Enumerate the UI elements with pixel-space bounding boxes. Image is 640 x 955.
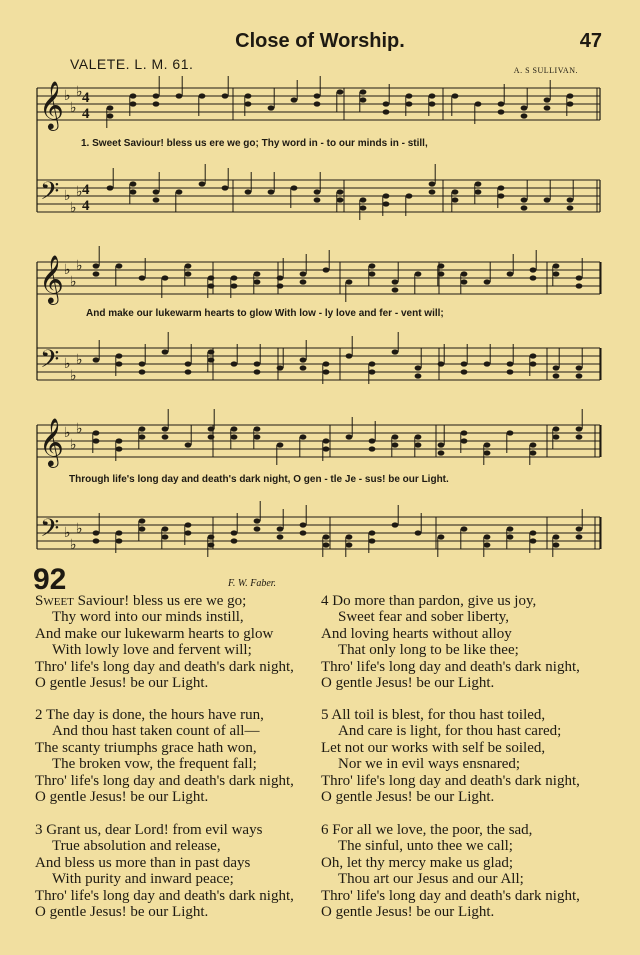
note-head [162, 275, 169, 280]
note-head [314, 197, 321, 202]
note-head [323, 438, 330, 443]
note-head [323, 534, 330, 539]
note-head [369, 438, 376, 443]
note-head [314, 93, 321, 98]
stanza-line: Sweet fear and sober liberty, [338, 609, 510, 626]
note-head [576, 373, 583, 378]
note-head [567, 93, 574, 98]
note-head [222, 185, 229, 190]
note-head [438, 271, 445, 276]
note-head [268, 189, 275, 194]
note-head [176, 189, 183, 194]
note-head [231, 275, 238, 280]
note-head [277, 442, 284, 447]
note-head [475, 181, 482, 186]
note-head [139, 518, 146, 523]
note-head [461, 526, 468, 531]
note-head [208, 434, 215, 439]
note-head [438, 361, 445, 366]
note-head [553, 426, 560, 431]
note-head [369, 538, 376, 543]
note-head [254, 279, 261, 284]
note-head [360, 89, 367, 94]
note-head [498, 101, 505, 106]
lyric-line-system-2: And make our lukewarm hearts to glow With low - ly love and fer - vent will; [86, 308, 444, 319]
note-head [521, 105, 528, 110]
note-head [254, 518, 261, 523]
treble-clef-icon: 𝄞 [39, 80, 64, 129]
note-head [553, 434, 560, 439]
note-head [369, 369, 376, 374]
note-head [415, 365, 422, 370]
note-head [254, 361, 261, 366]
stanza-line: Thro' life's long day and death's dark night, [35, 887, 294, 904]
stanza-line: Thro' life's long day and death's dark night, [35, 658, 294, 675]
note-head [521, 205, 528, 210]
note-head [415, 373, 422, 378]
treble-clef-icon: 𝄞 [39, 254, 64, 303]
stanza-line: O gentle Jesus! be our Light. [35, 675, 209, 692]
note-head [553, 534, 560, 539]
note-head [185, 522, 192, 527]
note-head [208, 426, 215, 431]
note-head [553, 373, 560, 378]
note-head [208, 275, 215, 280]
note-head [415, 530, 422, 535]
flat-icon: ♭ [70, 100, 77, 116]
note-head [107, 113, 114, 118]
note-head [383, 109, 390, 114]
stanza-line: 2 The day is done, the hours have run, [35, 707, 264, 723]
note-head [185, 263, 192, 268]
note-head [553, 271, 560, 276]
note-head [475, 101, 482, 106]
note-head [300, 271, 307, 276]
note-head [93, 263, 100, 268]
flat-icon: ♭ [70, 200, 77, 216]
note-head [139, 361, 146, 366]
flat-icon: ♭ [64, 425, 71, 441]
lyric-line-system-1: 1. Sweet Saviour! bless us ere we go; Thy word in - to our minds in - still, [81, 138, 428, 149]
note-head [553, 542, 560, 547]
stanza-line: Thro' life's long day and death's dark night, [321, 658, 580, 675]
time-signature-digit: 4 [82, 106, 90, 122]
note-head [254, 369, 261, 374]
stanza-3 [35, 822, 294, 920]
stanza-line: And care is light, for thou hast cared; [338, 723, 562, 740]
note-head [406, 193, 413, 198]
note-head [231, 434, 238, 439]
note-head [185, 271, 192, 276]
note-head [222, 93, 229, 98]
note-head [130, 181, 137, 186]
note-head [392, 442, 399, 447]
stanza-line: Thy word into our minds instill, [52, 609, 244, 626]
stanza-line: O gentle Jesus! be our Light. [35, 789, 209, 806]
note-head [392, 287, 399, 292]
note-head [461, 271, 468, 276]
section-title: Close of Worship. [235, 30, 405, 52]
lyric-line-system-3: Through life's long day and death's dark night, O gen - tle Je - sus! be our Light. [69, 474, 449, 485]
stanza-line: The broken vow, the frequent fall; [52, 756, 257, 773]
note-head [452, 197, 459, 202]
note-head [291, 97, 298, 102]
note-head [507, 369, 514, 374]
note-head [231, 283, 238, 288]
note-head [268, 105, 275, 110]
stanza-line: O gentle Jesus! be our Light. [321, 789, 495, 806]
note-head [507, 271, 514, 276]
note-head [544, 97, 551, 102]
note-head [116, 530, 123, 535]
note-head [185, 442, 192, 447]
note-head [323, 446, 330, 451]
stanza-line: And bless us more than in past days [35, 854, 251, 871]
stanza-2 [35, 707, 294, 805]
flat-icon: ♭ [64, 525, 71, 541]
note-head [461, 438, 468, 443]
note-head [153, 189, 160, 194]
note-head [185, 369, 192, 374]
note-head [231, 538, 238, 543]
flat-icon: ♭ [70, 437, 77, 453]
note-head [300, 522, 307, 527]
note-head [429, 101, 436, 106]
note-head [139, 434, 146, 439]
note-head [461, 430, 468, 435]
note-head [130, 101, 137, 106]
hymn-number: 92 [33, 563, 67, 596]
note-head [438, 534, 445, 539]
note-head [254, 526, 261, 531]
stanza-6 [321, 822, 580, 920]
stanza-line: Thro' life's long day and death's dark night, [321, 772, 580, 789]
note-head [323, 369, 330, 374]
note-head [314, 189, 321, 194]
note-head [567, 205, 574, 210]
stanza-line: 5 All toil is blest, for thou hast toiled, [321, 707, 546, 723]
note-head [576, 283, 583, 288]
note-head [475, 189, 482, 194]
note-head [254, 426, 261, 431]
note-head [406, 93, 413, 98]
flat-icon: ♭ [70, 274, 77, 290]
note-head [300, 530, 307, 535]
note-head [245, 189, 252, 194]
note-head [429, 189, 436, 194]
note-head [139, 526, 146, 531]
note-head [392, 434, 399, 439]
note-head [337, 197, 344, 202]
note-head [323, 267, 330, 272]
note-head [153, 93, 160, 98]
note-head [208, 283, 215, 288]
note-head [162, 426, 169, 431]
stanza-line: Let not our works with self be soiled, [321, 739, 546, 756]
note-head [208, 542, 215, 547]
note-head [553, 365, 560, 370]
note-head [530, 361, 537, 366]
note-head [530, 275, 537, 280]
note-head [291, 185, 298, 190]
stanza-line: 4 Do more than pardon, give us joy, [321, 593, 537, 609]
note-head [530, 450, 537, 455]
bass-clef-icon: 𝄢 [40, 345, 60, 380]
note-head [484, 450, 491, 455]
stanza-line: O gentle Jesus! be our Light. [321, 675, 495, 692]
note-head [162, 534, 169, 539]
stanza-line: O gentle Jesus! be our Light. [35, 904, 209, 921]
flat-icon: ♭ [76, 258, 83, 274]
note-head [452, 93, 459, 98]
stanza-line: With lowly love and fervent will; [52, 642, 252, 659]
note-head [185, 361, 192, 366]
hymn-author: F. W. Faber. [228, 578, 277, 589]
flat-icon: ♭ [64, 356, 71, 372]
note-head [484, 542, 491, 547]
note-head [116, 438, 123, 443]
note-head [116, 446, 123, 451]
note-head [185, 530, 192, 535]
note-head [254, 271, 261, 276]
note-head [429, 93, 436, 98]
note-head [208, 357, 215, 362]
note-head [277, 526, 284, 531]
note-head [93, 530, 100, 535]
stanza-line: The scanty triumphs grace hath won, [35, 739, 257, 756]
note-head [116, 538, 123, 543]
flat-icon: ♭ [64, 262, 71, 278]
note-head [507, 430, 514, 435]
stanza-line: Thro' life's long day and death's dark night, [321, 887, 580, 904]
note-head [576, 534, 583, 539]
treble-clef-icon: 𝄞 [39, 417, 64, 466]
note-head [300, 434, 307, 439]
note-head [245, 93, 252, 98]
note-head [208, 349, 215, 354]
note-head [461, 369, 468, 374]
note-head [277, 283, 284, 288]
note-head [199, 93, 206, 98]
note-head [429, 181, 436, 186]
note-head [277, 365, 284, 370]
stanza-line: O gentle Jesus! be our Light. [321, 904, 495, 921]
stanza-line: Saviour! bless us ere we go; [73, 593, 247, 609]
flat-icon: ♭ [70, 537, 77, 553]
note-head [498, 185, 505, 190]
time-signature-digit: 4 [82, 182, 90, 198]
note-head [461, 361, 468, 366]
note-head [323, 361, 330, 366]
flat-icon: ♭ [76, 84, 83, 100]
note-head [392, 349, 399, 354]
note-head [337, 89, 344, 94]
note-head [231, 361, 238, 366]
stanza-line: And loving hearts without alloy [321, 625, 512, 642]
note-head [369, 446, 376, 451]
note-head [346, 542, 353, 547]
note-head [406, 101, 413, 106]
note-head [415, 271, 422, 276]
flat-icon: ♭ [76, 184, 83, 200]
stanza-4 [321, 593, 580, 691]
note-head [93, 430, 100, 435]
time-signature-digit: 4 [82, 198, 90, 214]
stanza-line: With purity and inward peace; [52, 871, 234, 888]
stanza-line: The sinful, unto thee we call; [338, 838, 513, 855]
note-head [521, 113, 528, 118]
note-head [360, 205, 367, 210]
note-head [139, 426, 146, 431]
note-head [176, 93, 183, 98]
note-head [484, 361, 491, 366]
stanza-line: Thro' life's long day and death's dark night, [35, 772, 294, 789]
flat-icon: ♭ [76, 421, 83, 437]
tune-name-meter: VALETE. L. M. 61. [70, 56, 194, 72]
note-head [369, 361, 376, 366]
note-head [116, 263, 123, 268]
stanza-line: Thou art our Jesus and our All; [338, 871, 524, 888]
note-head [245, 101, 252, 106]
note-head [153, 101, 160, 106]
stanza-1-first-word: Sweet [35, 593, 74, 609]
note-head [498, 109, 505, 114]
note-head [530, 538, 537, 543]
note-head [93, 357, 100, 362]
note-head [116, 361, 123, 366]
note-head [231, 530, 238, 535]
note-head [576, 275, 583, 280]
bass-clef-icon: 𝄢 [40, 177, 60, 212]
note-head [360, 197, 367, 202]
note-head [93, 438, 100, 443]
flat-icon: ♭ [64, 88, 71, 104]
note-head [162, 349, 169, 354]
note-head [544, 197, 551, 202]
note-head [369, 271, 376, 276]
note-head [346, 534, 353, 539]
note-head [383, 193, 390, 198]
page-number: 47 [579, 30, 602, 52]
note-head [300, 365, 307, 370]
stanza-line: True absolution and release, [52, 838, 221, 855]
note-head [567, 197, 574, 202]
note-head [484, 442, 491, 447]
note-head [254, 434, 261, 439]
note-head [199, 181, 206, 186]
flat-icon: ♭ [70, 368, 77, 384]
note-head [507, 361, 514, 366]
stanza-line: Oh, let thy mercy make us glad; [321, 854, 514, 871]
note-head [130, 189, 137, 194]
note-head [530, 530, 537, 535]
note-head [461, 279, 468, 284]
note-head [162, 526, 169, 531]
note-head [415, 434, 422, 439]
note-head [346, 434, 353, 439]
note-head [530, 353, 537, 358]
stanza-line: Nor we in evil ways ensnared; [338, 756, 521, 773]
note-head [521, 197, 528, 202]
note-head [323, 542, 330, 547]
stanza-line: That only long to be like thee; [338, 642, 519, 659]
note-head [139, 369, 146, 374]
note-head [383, 101, 390, 106]
note-head [530, 267, 537, 272]
note-head [484, 279, 491, 284]
note-head [300, 357, 307, 362]
note-head [498, 193, 505, 198]
note-head [392, 522, 399, 527]
note-head [438, 263, 445, 268]
note-head [139, 275, 146, 280]
time-signature-digit: 4 [82, 90, 90, 106]
note-head [530, 442, 537, 447]
note-head [392, 279, 399, 284]
flat-icon: ♭ [76, 521, 83, 537]
note-head [544, 105, 551, 110]
note-head [107, 105, 114, 110]
note-head [93, 271, 100, 276]
note-head [438, 442, 445, 447]
note-head [208, 534, 215, 539]
note-head [360, 97, 367, 102]
note-head [277, 275, 284, 280]
note-head [300, 279, 307, 284]
note-head [567, 101, 574, 106]
stanza-line: 3 Grant us, dear Lord! from evil ways [35, 822, 263, 838]
note-head [277, 534, 284, 539]
note-head [162, 434, 169, 439]
stanza-1 [35, 593, 294, 691]
stanza-5 [321, 707, 580, 805]
note-head [484, 534, 491, 539]
note-head [507, 526, 514, 531]
stanza-line: 6 For all we love, the poor, the sad, [321, 822, 533, 838]
note-head [231, 426, 238, 431]
note-head [576, 434, 583, 439]
note-head [116, 353, 123, 358]
note-head [369, 263, 376, 268]
note-head [346, 353, 353, 358]
note-head [130, 93, 137, 98]
note-head [576, 526, 583, 531]
note-head [337, 189, 344, 194]
note-head [415, 442, 422, 447]
flat-icon: ♭ [76, 352, 83, 368]
note-head [438, 450, 445, 455]
note-head [452, 189, 459, 194]
note-head [314, 101, 321, 106]
stanza-line: And thou hast taken count of all— [52, 723, 260, 740]
note-head [383, 201, 390, 206]
note-head [576, 426, 583, 431]
note-head [576, 365, 583, 370]
composer-credit: A. S SULLIVAN. [513, 66, 578, 75]
note-head [507, 534, 514, 539]
note-head [553, 263, 560, 268]
note-head [107, 185, 114, 190]
note-head [369, 530, 376, 535]
stanza-line: And make our lukewarm hearts to glow [35, 625, 274, 642]
note-head [153, 197, 160, 202]
note-head [346, 279, 353, 284]
bass-clef-icon: 𝄢 [40, 514, 60, 549]
note-head [93, 538, 100, 543]
flat-icon: ♭ [64, 188, 71, 204]
